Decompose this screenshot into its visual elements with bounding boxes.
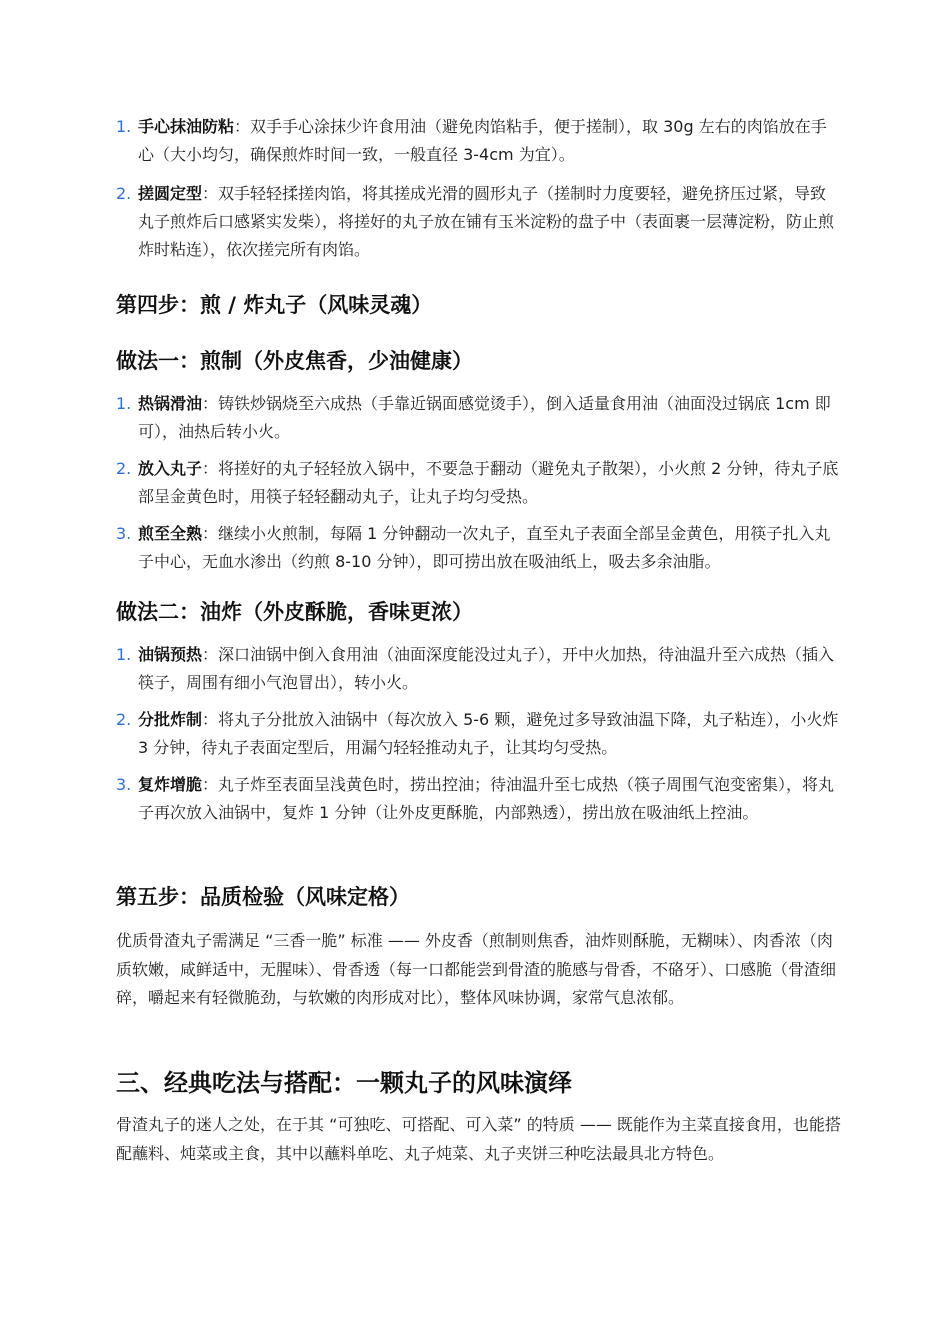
step3-list (116, 113, 842, 264)
list-item: 3. 煎至全熟：继续小火煎制，每隔 1 分钟翻动一次丸子，直至丸子表面全部呈金黄色，用筷子扎入丸子中心，无血水渗出（约煎 8-10 分钟），即可捞出放在吸油纸上，吸去多余油脂。 (116, 524, 831, 571)
method1-heading: 做法一：煎制（外皮焦香，少油健康） (116, 349, 473, 373)
list-item: 2. 放入丸子：将搓好的丸子轻轻放入锅中，不要急于翻动（避免丸子散架），小火煎 2 分钟，待丸子底部呈金黄色时，用筷子轻轻翻动丸子，让丸子均匀受热。 (116, 459, 839, 506)
list-item: 1. 油锅预热：深口油锅中倒入食用油（油面深度能没过丸子），开中火加热，待油温升至六成热（插入筷子，周围有细小气泡冒出），转小火。 (116, 645, 835, 692)
list-item: 1. 手心抹油防粘：双手手心涂抹少许食用油（避免肉馅粘手，便于搓制），取 30g 左右的肉馅放在手心（大小均匀，确保煎炸时间一致，一般直径 3-4cm 为宜）。 (116, 117, 827, 164)
step5-heading: 第五步：品质检验（风味定格） (116, 885, 410, 909)
method2-list (116, 641, 842, 827)
list-item: 2. 分批炸制：将丸子分批放入油锅中（每次放入 5-6 颗，避免过多导致油温下降，丸子粘连），小火炸 3 分钟，待丸子表面定型后，用漏勺轻轻推动丸子，让其均匀受热。 (116, 710, 839, 757)
list-item: 1. 热锅滑油：铸铁炒锅烧至六成热（手靠近锅面感觉烫手），倒入适量食用油（油面没过锅底 1cm 即可），油热后转小火。 (116, 394, 831, 441)
list-item: 2. 搓圆定型：双手轻轻揉搓肉馅，将其搓成光滑的圆形丸子（搓制时力度要轻，避免挤压过紧，导致丸子煎炸后口感紧实发柴），将搓好的丸子放在铺有玉米淀粉的盘子中（表面裹一层薄淀粉，防止煎炸时粘连），依次搓完所有肉馅。 (116, 184, 835, 259)
step5-paragraph: 优质骨渣丸子需满足 “三香一脆” 标准 —— 外皮香（煎制则焦香，油炸则酥脆，无糊味）、肉香浓（肉质软嫩，咸鲜适中，无腥味）、骨香透（每一口都能尝到骨渣的脆感与骨香，不硌牙）、口感脆（骨渣细碎，嚼起来有轻微脆劲，与软嫩的肉形成对比），整体风味协调，家常气息浓郁。 (116, 931, 837, 1007)
method1-list (116, 390, 842, 576)
method2-heading: 做法二：油炸（外皮酥脆，香味更浓） (116, 600, 473, 624)
section3-heading: 三、经典吃法与搭配：一颗丸子的风味演绎 (116, 1069, 572, 1097)
section3-paragraph: 骨渣丸子的迷人之处，在于其 “可独吃、可搭配、可入菜” 的特质 —— 既能作为主菜直接食用，也能搭配蘸料、炖菜或主食，其中以蘸料单吃、丸子炖菜、丸子夹饼三种吃法最具北方特色。 (116, 1115, 841, 1163)
step4-heading: 第四步：煎 / 炸丸子（风味灵魂） (116, 293, 433, 317)
list-item: 3. 复炸增脆：丸子炸至表面呈浅黄色时，捞出控油；待油温升至七成热（筷子周围气泡变密集），将丸子再次放入油锅中，复炸 1 分钟（让外皮更酥脆，内部熟透），捞出放在吸油纸上控油。 (116, 775, 835, 822)
